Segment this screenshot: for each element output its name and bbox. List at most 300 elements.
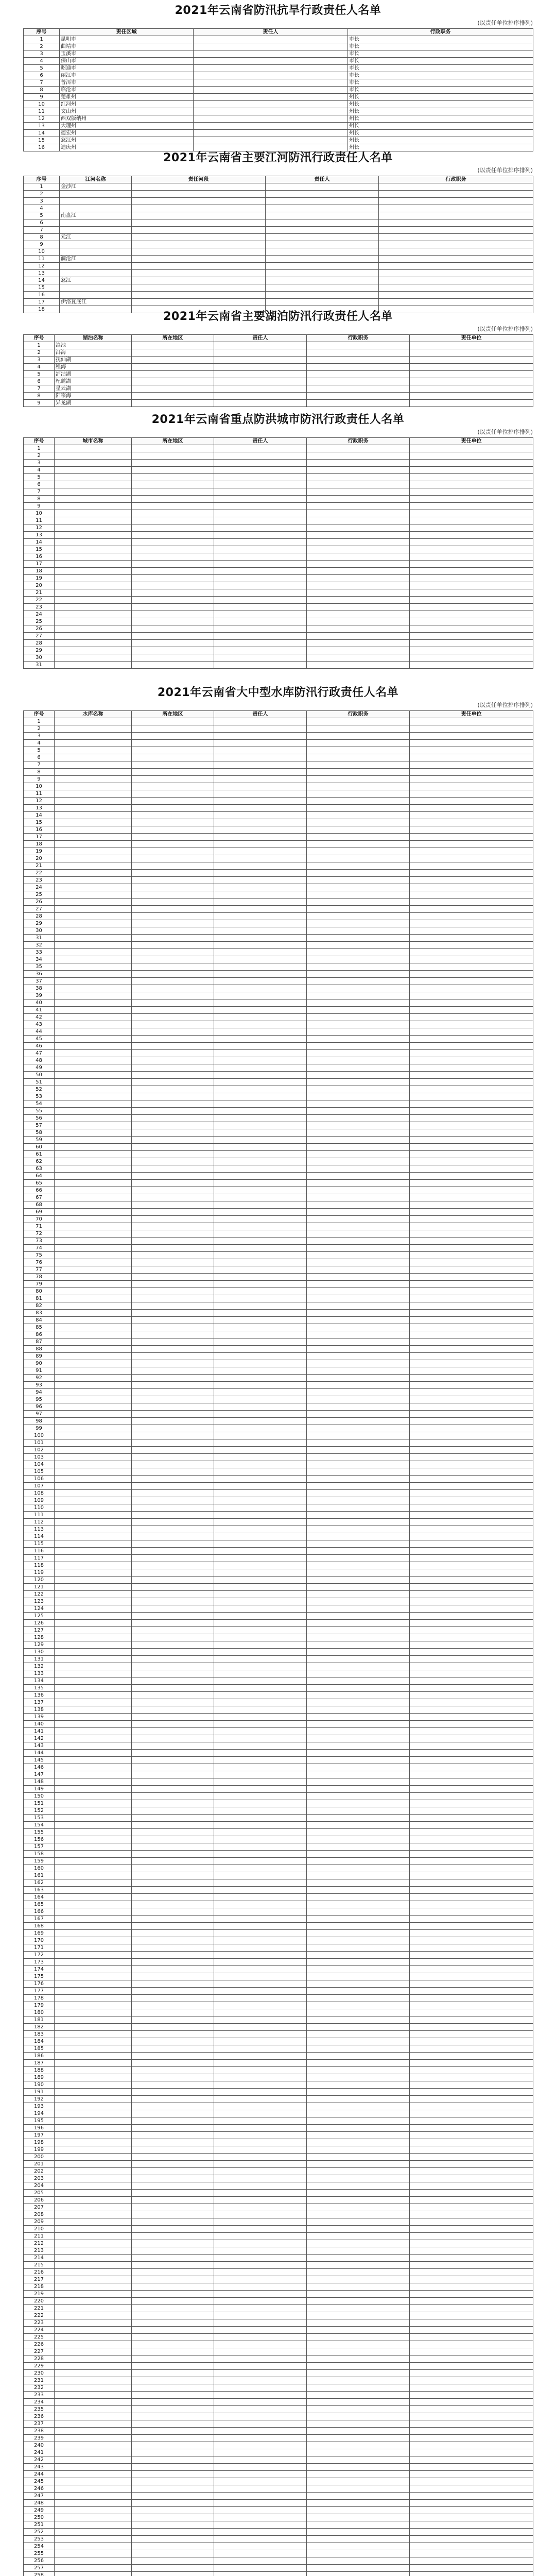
table-cell: 南盘江	[60, 212, 132, 219]
table-cell	[132, 1634, 214, 1641]
table-cell	[214, 2038, 307, 2045]
table-cell	[132, 1663, 214, 1670]
table-cell	[307, 1764, 410, 1771]
table-cell	[55, 1598, 132, 1605]
table-row	[24, 1007, 533, 1014]
table-row	[24, 1158, 533, 1165]
table-cell: 1	[24, 445, 55, 452]
table-cell	[410, 1872, 533, 1879]
table-cell: 165	[24, 1901, 55, 1908]
table-cell	[214, 561, 307, 568]
table-cell	[410, 1028, 533, 1036]
table-cell	[410, 733, 533, 740]
table-cell	[410, 1324, 533, 1331]
table-cell	[214, 1699, 307, 1706]
table-cell	[55, 1937, 132, 1944]
table-cell	[55, 1173, 132, 1180]
table-cell	[307, 2449, 410, 2456]
table-cell	[214, 2146, 307, 2154]
table-cell	[410, 445, 533, 452]
table-row	[24, 2009, 533, 2016]
table-cell	[55, 783, 132, 790]
table-cell: 171	[24, 1944, 55, 1952]
table-cell: 205	[24, 2190, 55, 2197]
table-cell	[55, 1439, 132, 1447]
table-cell	[132, 1064, 214, 1072]
table-row	[24, 1238, 533, 1245]
table-cell	[410, 1360, 533, 1367]
table-cell	[410, 378, 533, 385]
table-row	[24, 1439, 533, 1447]
table-cell: 15	[24, 546, 55, 553]
table-cell	[410, 2045, 533, 2053]
table-cell	[214, 2233, 307, 2240]
table-cell	[410, 2247, 533, 2255]
table-row	[24, 647, 533, 654]
table-cell	[214, 2031, 307, 2038]
table-row	[24, 2226, 533, 2233]
table-cell	[410, 393, 533, 400]
table-row	[24, 913, 533, 920]
table-cell	[410, 1815, 533, 1822]
table-row	[24, 2089, 533, 2096]
table-cell: 5	[24, 474, 55, 481]
table-cell	[307, 452, 410, 460]
table-cell	[55, 1605, 132, 1613]
table-row	[24, 2081, 533, 2089]
table-cell	[214, 985, 307, 992]
table-cell	[132, 2276, 214, 2283]
table-cell: 55	[24, 1108, 55, 1115]
table-row	[24, 1346, 533, 1353]
table-row	[24, 662, 533, 669]
table-cell	[214, 942, 307, 949]
table-row	[24, 1338, 533, 1346]
table-cell: 6	[24, 481, 55, 488]
table-cell	[132, 1526, 214, 1533]
table-cell	[410, 1411, 533, 1418]
table-cell	[132, 1468, 214, 1476]
table-cell	[410, 2168, 533, 2175]
table-row	[24, 79, 533, 87]
table-row	[24, 1569, 533, 1577]
table-cell	[55, 985, 132, 992]
table-cell	[132, 1108, 214, 1115]
table-cell	[194, 43, 348, 50]
table-cell	[307, 1447, 410, 1454]
table-cell	[307, 364, 410, 371]
table-row	[24, 2110, 533, 2117]
table-cell	[410, 1165, 533, 1173]
table-cell	[132, 1100, 214, 1108]
table-cell	[132, 2161, 214, 2168]
table-cell: 202	[24, 2168, 55, 2175]
table-row	[24, 625, 533, 633]
table-cell: 68	[24, 1201, 55, 1209]
table-cell	[307, 1396, 410, 1403]
table-cell: 4	[24, 205, 60, 212]
column-header: 责任单位	[410, 438, 533, 445]
table-cell	[410, 1382, 533, 1389]
table-cell	[55, 1093, 132, 1100]
table-cell	[132, 942, 214, 949]
table-row	[24, 2031, 533, 2038]
table-cell	[132, 2384, 214, 2392]
table-row	[24, 1403, 533, 1411]
table-cell	[132, 539, 214, 546]
table-cell	[307, 992, 410, 999]
table-cell: 241	[24, 2449, 55, 2456]
table-cell	[55, 1807, 132, 1815]
table-row	[24, 1807, 533, 1815]
table-cell	[214, 1274, 307, 1281]
table-row	[24, 754, 533, 761]
table-cell	[410, 1663, 533, 1670]
table-cell	[132, 371, 214, 378]
table-cell	[410, 2182, 533, 2190]
table-cell	[132, 2096, 214, 2103]
table-cell	[55, 1692, 132, 1699]
table-cell	[214, 496, 307, 503]
table-cell	[214, 1735, 307, 1742]
table-cell	[410, 1706, 533, 1714]
table-cell	[307, 1966, 410, 1973]
table-cell	[307, 2298, 410, 2305]
table-cell	[410, 2110, 533, 2117]
table-cell	[410, 1555, 533, 1562]
table-row	[24, 1952, 533, 1959]
table-cell: 130	[24, 1649, 55, 1656]
table-cell	[307, 568, 410, 575]
table-row	[24, 2500, 533, 2507]
table-cell	[307, 1815, 410, 1822]
table-cell	[307, 1100, 410, 1108]
table-cell	[307, 1346, 410, 1353]
table-cell	[307, 539, 410, 546]
table-cell: 10	[24, 510, 55, 517]
table-row	[24, 1879, 533, 1887]
table-cell	[55, 582, 132, 589]
table-row	[24, 481, 533, 488]
table-cell	[214, 633, 307, 640]
table-cell	[307, 357, 410, 364]
table-cell	[214, 1526, 307, 1533]
table-cell	[214, 819, 307, 826]
table-cell: 72	[24, 1230, 55, 1238]
table-cell	[307, 1389, 410, 1396]
column-header: 序号	[24, 29, 60, 36]
table-row	[24, 183, 533, 191]
table-cell	[132, 1216, 214, 1223]
table-cell: 75	[24, 1252, 55, 1259]
column-header: 责任人	[194, 29, 348, 36]
table-cell	[214, 1021, 307, 1028]
table-cell: 36	[24, 971, 55, 978]
table-cell	[132, 510, 214, 517]
table-row	[24, 1764, 533, 1771]
table-cell	[214, 2384, 307, 2392]
table-cell	[307, 1778, 410, 1786]
table-cell	[410, 1476, 533, 1483]
table-row	[24, 956, 533, 963]
table-cell	[410, 1771, 533, 1778]
table-cell	[55, 826, 132, 834]
table-cell	[214, 1432, 307, 1439]
table-cell	[214, 618, 307, 625]
table-cell	[132, 517, 214, 524]
table-cell: 2	[24, 725, 55, 733]
table-cell	[214, 1382, 307, 1389]
table-cell	[132, 1843, 214, 1851]
table-cell	[55, 452, 132, 460]
table-cell	[132, 2377, 214, 2384]
table-cell: 212	[24, 2240, 55, 2247]
table-row	[24, 2197, 533, 2204]
table-cell	[132, 2218, 214, 2226]
table-cell	[214, 1194, 307, 1201]
table-cell	[307, 1439, 410, 1447]
table-cell	[132, 834, 214, 841]
table-row	[24, 1490, 533, 1497]
table-cell	[410, 349, 533, 357]
table-cell: 22	[24, 870, 55, 877]
table-cell	[214, 949, 307, 956]
table-cell	[214, 1562, 307, 1569]
table-cell	[132, 949, 214, 956]
table-row	[24, 1252, 533, 1259]
table-cell	[410, 561, 533, 568]
table-cell	[410, 510, 533, 517]
table-cell	[132, 1483, 214, 1490]
table-cell	[132, 1865, 214, 1872]
table-cell	[214, 2110, 307, 2117]
table-cell	[55, 2276, 132, 2283]
table-cell	[55, 2406, 132, 2413]
table-cell	[55, 1245, 132, 1252]
table-cell	[410, 2161, 533, 2168]
table-cell	[132, 1742, 214, 1750]
table-cell	[55, 1497, 132, 1504]
table-cell	[55, 1894, 132, 1901]
table-cell: 38	[24, 985, 55, 992]
table-cell	[410, 1829, 533, 1836]
table-cell: 131	[24, 1656, 55, 1663]
section-river-officials	[23, 150, 533, 313]
table-cell: 119	[24, 1569, 55, 1577]
table-cell	[214, 2211, 307, 2218]
table-cell	[410, 1952, 533, 1959]
table-row	[24, 985, 533, 992]
table-cell	[379, 234, 533, 241]
table-row	[24, 1540, 533, 1548]
table-cell	[214, 1295, 307, 1302]
table-cell	[307, 378, 410, 385]
table-cell	[55, 1454, 132, 1461]
table-cell: 30	[24, 654, 55, 662]
table-cell	[410, 1677, 533, 1685]
table-cell	[132, 1793, 214, 1800]
table-cell	[214, 935, 307, 942]
table-cell	[307, 371, 410, 378]
table-cell	[410, 532, 533, 539]
table-row	[24, 568, 533, 575]
table-row	[24, 848, 533, 855]
table-cell	[307, 604, 410, 611]
table-row	[24, 1302, 533, 1310]
table-row	[24, 1901, 533, 1908]
table-cell	[214, 1158, 307, 1165]
table-cell: 159	[24, 1858, 55, 1865]
table-cell	[214, 2370, 307, 2377]
table-cell	[307, 1620, 410, 1627]
table-cell	[410, 1389, 533, 1396]
table-cell	[214, 1151, 307, 1158]
table-cell	[214, 1930, 307, 1937]
table-cell	[55, 1324, 132, 1331]
table-cell	[132, 654, 214, 662]
table-cell: 142	[24, 1735, 55, 1742]
table-row	[24, 50, 533, 58]
table-cell	[410, 1461, 533, 1468]
table-row	[24, 1454, 533, 1461]
table-cell	[132, 1295, 214, 1302]
column-header: 行政职务	[307, 335, 410, 342]
table-cell: 29	[24, 647, 55, 654]
table-cell: 254	[24, 2543, 55, 2550]
table-cell	[214, 2319, 307, 2327]
table-row	[24, 299, 533, 306]
table-row	[24, 2218, 533, 2226]
table-cell	[410, 654, 533, 662]
table-cell	[410, 2081, 533, 2089]
table-cell	[214, 1822, 307, 1829]
table-cell: 70	[24, 1216, 55, 1223]
table-row	[24, 1533, 533, 1540]
table-row	[24, 2117, 533, 2125]
table-cell: 楚雄州	[60, 94, 194, 101]
table-cell	[214, 2002, 307, 2009]
table-cell	[307, 597, 410, 604]
table-cell	[214, 597, 307, 604]
table-cell	[55, 1382, 132, 1389]
table-cell	[132, 2074, 214, 2081]
table-cell	[214, 2182, 307, 2190]
table-cell: 1	[24, 718, 55, 725]
table-cell	[410, 2550, 533, 2557]
table-cell	[132, 2283, 214, 2291]
table-cell	[410, 2355, 533, 2363]
table-cell: 12	[24, 524, 55, 532]
table-cell	[132, 1396, 214, 1403]
table-row	[24, 1274, 533, 1281]
table-row	[24, 1887, 533, 1894]
table-cell: 157	[24, 1843, 55, 1851]
table-cell: 18	[24, 568, 55, 575]
table-row	[24, 1577, 533, 1584]
table-cell	[55, 1396, 132, 1403]
table-row	[24, 1627, 533, 1634]
table-cell: 24	[24, 611, 55, 618]
table-cell	[214, 1064, 307, 1072]
table-cell	[307, 805, 410, 812]
table-cell	[307, 1584, 410, 1591]
table-cell	[214, 1793, 307, 1800]
table-cell	[194, 79, 348, 87]
table-cell	[214, 2312, 307, 2319]
table-cell	[132, 597, 214, 604]
table-cell	[410, 2363, 533, 2370]
table-cell	[214, 1512, 307, 1519]
table-row	[24, 123, 533, 130]
table-cell: 220	[24, 2298, 55, 2305]
table-cell: 238	[24, 2428, 55, 2435]
table-cell: 26	[24, 625, 55, 633]
table-cell: 210	[24, 2226, 55, 2233]
table-cell	[307, 1569, 410, 1577]
table-cell: 200	[24, 2154, 55, 2161]
table-cell	[410, 2529, 533, 2536]
table-cell: 114	[24, 1533, 55, 1540]
table-row	[24, 1057, 533, 1064]
table-cell	[214, 1829, 307, 1836]
table-cell: 236	[24, 2413, 55, 2420]
table-cell	[410, 2103, 533, 2110]
table-cell	[132, 2392, 214, 2399]
table-row	[24, 212, 533, 219]
table-row	[24, 1677, 533, 1685]
table-cell	[410, 1129, 533, 1137]
table-cell	[132, 2255, 214, 2262]
table-cell	[214, 1129, 307, 1137]
table-cell	[214, 2139, 307, 2146]
table-cell	[214, 2392, 307, 2399]
table-cell: 16	[24, 292, 60, 299]
table-cell	[214, 1973, 307, 1980]
table-cell	[214, 1396, 307, 1403]
table-cell	[307, 1310, 410, 1317]
table-cell	[307, 1418, 410, 1425]
table-cell	[132, 1180, 214, 1187]
table-row	[24, 1548, 533, 1555]
table-cell	[55, 1266, 132, 1274]
table-cell	[214, 625, 307, 633]
table-cell	[55, 2514, 132, 2521]
table-cell: 市长	[348, 79, 533, 87]
table-row	[24, 1930, 533, 1937]
table-cell: 213	[24, 2247, 55, 2255]
table-cell: 233	[24, 2392, 55, 2399]
table-row	[24, 1050, 533, 1057]
table-cell: 保山市	[60, 58, 194, 65]
table-cell	[55, 2125, 132, 2132]
table-cell	[132, 725, 214, 733]
table-cell	[55, 1367, 132, 1375]
table-cell	[410, 1403, 533, 1411]
table-cell	[307, 1108, 410, 1115]
table-cell: 250	[24, 2514, 55, 2521]
table-cell	[307, 1858, 410, 1865]
table-cell	[55, 1995, 132, 2002]
table-cell	[55, 467, 132, 474]
table-cell	[55, 2572, 132, 2576]
table-cell	[55, 1432, 132, 1439]
table-cell	[307, 913, 410, 920]
table-cell	[214, 1468, 307, 1476]
table-cell	[214, 2428, 307, 2435]
table-cell	[307, 1504, 410, 1512]
table-cell	[410, 1836, 533, 1843]
table-cell	[132, 1692, 214, 1699]
